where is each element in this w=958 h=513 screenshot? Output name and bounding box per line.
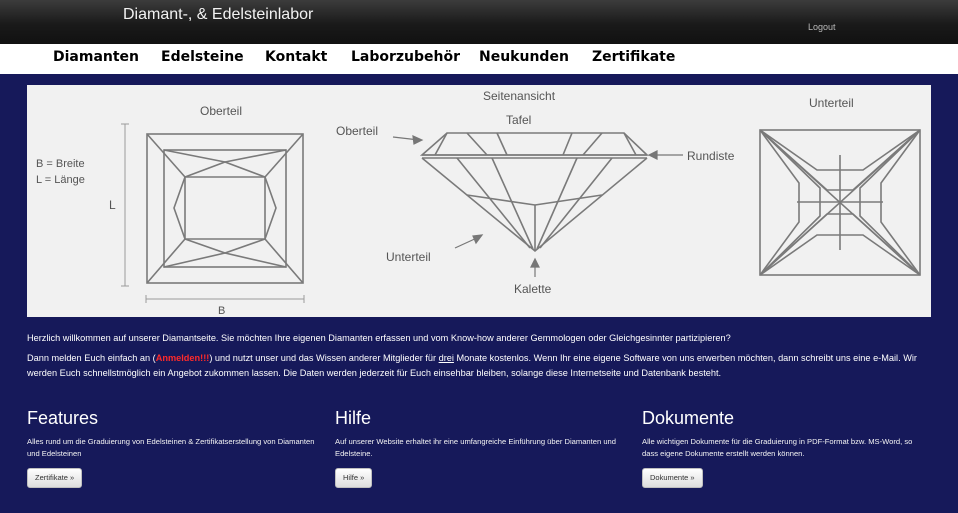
logout-link[interactable]: Logout bbox=[808, 22, 836, 32]
bottom-view-drawing bbox=[760, 130, 920, 275]
nav-item-diamanten[interactable]: Diamanten bbox=[53, 49, 140, 65]
hilfe-title: Hilfe bbox=[335, 408, 372, 428]
top-header-bar bbox=[0, 0, 958, 44]
pavilion-label: Unterteil bbox=[386, 250, 431, 264]
intro-signup-text bbox=[27, 351, 927, 381]
dokumente-title: Dokumente bbox=[642, 408, 735, 428]
dokumente-section bbox=[642, 407, 927, 460]
dimension-label-l: L bbox=[109, 198, 116, 212]
nav-item-zertifikate[interactable]: Zertifikate bbox=[592, 49, 676, 65]
gem-cut-svg bbox=[27, 85, 931, 317]
side-view-drawing bbox=[422, 133, 647, 251]
hilfe-text: Auf unserer Website erhaltet ihr eine umfangreiche Einführung über Diamanten und Edelsteine. bbox=[335, 437, 616, 458]
intro-text-part-b: ) und nutzt unser und das Wissen anderer Mitglieder für bbox=[209, 353, 439, 363]
side-view-arrows bbox=[393, 136, 683, 277]
dokumente-button[interactable]: Dokumente » bbox=[642, 468, 703, 488]
table-label: Tafel bbox=[506, 113, 532, 127]
intro-text-part-c: Monate kostenlos. Wenn Ihr eine eigene Software von uns erwerben möchten, dann schreibt uns eine e-Mail. Wir werden Euch schnellstmöglich ein Angebot zukommen lassen. Die Daten werden jederzeit für Euch einsehbar bleiben, solange diese Internetseite und Datenbank besteht. bbox=[27, 353, 917, 378]
side-view-title: Seitenansicht bbox=[483, 89, 556, 103]
dimension-lines bbox=[121, 124, 304, 303]
dimension-label-b: B bbox=[218, 305, 226, 317]
dokumente-text: Alle wichtigen Dokumente für die Graduierung in PDF-Format bzw. MS-Word, so dass eigene Dokumente erstellt werden können. bbox=[642, 437, 913, 458]
nav-item-kontakt[interactable]: Kontakt bbox=[265, 49, 328, 65]
legend-length: L = Länge bbox=[36, 174, 85, 186]
features-text: Alles rund um die Graduierung von Edelsteinen & Zertifikatserstellung von Diamanten und Edelsteinen bbox=[27, 437, 315, 458]
hilfe-button[interactable]: Hilfe » bbox=[335, 468, 372, 488]
nav-item-edelsteine[interactable]: Edelsteine bbox=[161, 49, 244, 65]
nav-item-neukunden[interactable]: Neukunden bbox=[479, 49, 569, 65]
girdle-label: Rundiste bbox=[687, 149, 735, 163]
features-title: Features bbox=[27, 408, 99, 428]
site-title: Diamant-, & Edelsteinlabor bbox=[123, 6, 314, 23]
zertifikate-button[interactable]: Zertifikate » bbox=[27, 468, 82, 488]
culet-label: Kalette bbox=[514, 282, 552, 296]
bottom-view-title: Unterteil bbox=[809, 96, 854, 110]
three-months-highlight: drei bbox=[438, 353, 454, 363]
signup-link[interactable]: Anmelden!!! bbox=[155, 353, 210, 363]
main-navigation bbox=[0, 44, 958, 74]
gem-cut-diagram bbox=[27, 85, 931, 317]
hilfe-section bbox=[335, 407, 630, 460]
intro-text-part-a: Dann melden Euch einfach an ( bbox=[27, 353, 156, 363]
crown-label: Oberteil bbox=[336, 124, 379, 138]
features-section bbox=[27, 407, 322, 460]
top-view-drawing bbox=[147, 134, 303, 283]
top-view-title: Oberteil bbox=[200, 104, 243, 118]
nav-item-laborzubehoer[interactable]: Laborzubehör bbox=[351, 49, 461, 65]
legend-width: B = Breite bbox=[36, 158, 85, 170]
intro-welcome-text: Herzlich willkommen auf unserer Diamantseite. Sie möchten Ihre eigenen Diamanten erfassen und vom Know-how anderer Gemmologen oder Gleichgesinnter partizipieren? bbox=[27, 333, 731, 343]
